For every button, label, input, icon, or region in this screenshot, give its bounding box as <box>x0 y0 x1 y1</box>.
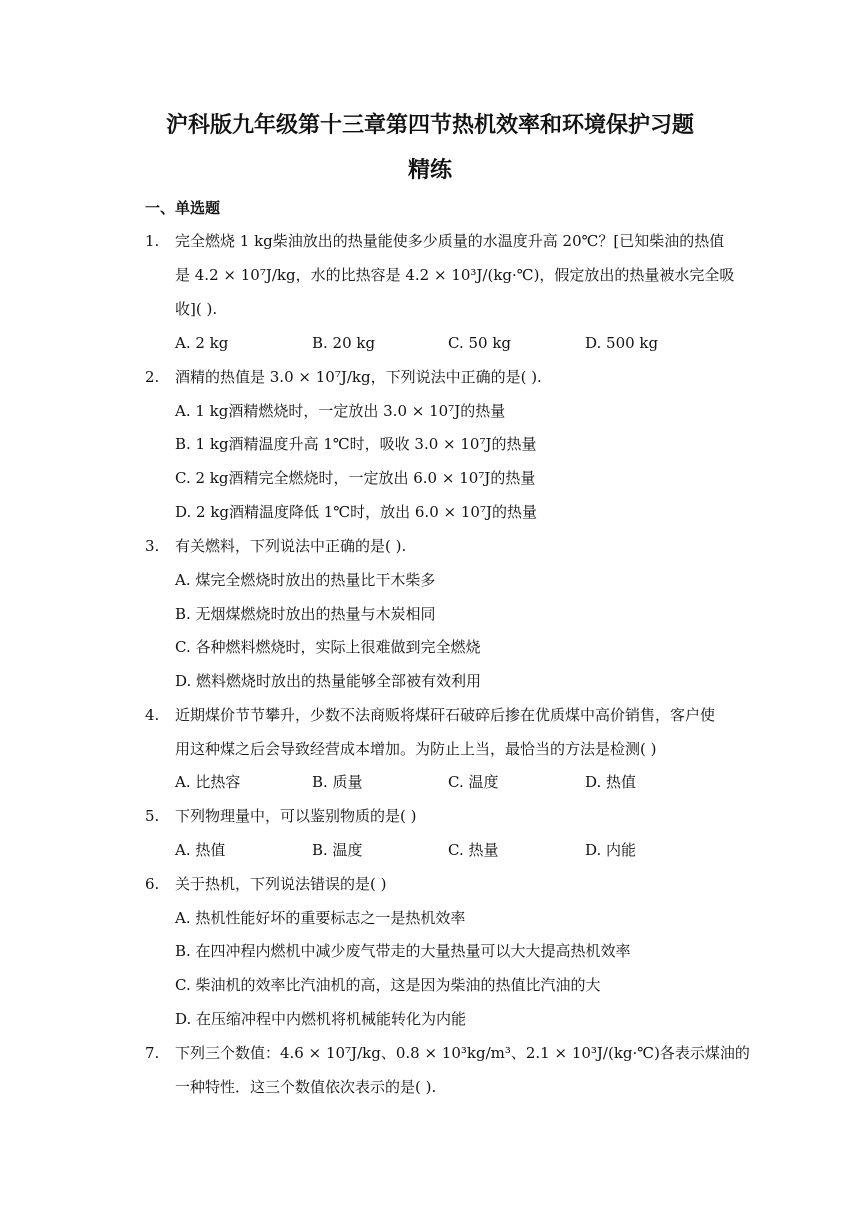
question-4-number: 4. <box>145 706 160 724</box>
question-3-option-c: C. 各种燃料燃烧时，实际上很难做到完全燃烧 <box>175 638 481 656</box>
document-title-line2: 精练 <box>407 158 452 183</box>
question-1-line-3: 收]( ). <box>175 300 218 318</box>
question-7-number: 7. <box>145 1044 160 1062</box>
question-6-option-d: D. 在压缩冲程中内燃机将机械能转化为内能 <box>175 1010 467 1028</box>
question-2-option-d: D. 2 kg酒精温度降低 1℃时，放出 6.0 × 10⁷J的热量 <box>175 503 537 521</box>
question-1-option-b: B. 20 kg <box>312 334 376 352</box>
question-6-number: 6. <box>145 875 160 893</box>
question-5-option-b: B. 温度 <box>312 841 363 859</box>
question-6-option-b: B. 在四冲程内燃机中减少废气带走的大量热量可以大大提高热机效率 <box>175 942 631 960</box>
question-1-option-c: C. 50 kg <box>448 334 512 352</box>
question-2-line-1: 酒精的热值是 3.0 × 10⁷J/kg，下列说法中正确的是( ). <box>175 368 542 386</box>
question-4-option-d: D. 热值 <box>585 773 637 791</box>
question-7-line-1: 下列三个数值：4.6 × 10⁷J/kg、0.8 × 10³kg/m³、2.1 × 10³J/(kg·℃)各表示煤油的 <box>175 1044 750 1062</box>
question-2-option-a: A. 1 kg酒精燃烧时，一定放出 3.0 × 10⁷J的热量 <box>175 402 506 420</box>
question-4-line-2: 用这种煤之后会导致经营成本增加。为防止上当，最恰当的方法是检测( ) <box>175 740 657 758</box>
question-3-option-a: A. 煤完全燃烧时放出的热量比干木柴多 <box>175 571 436 589</box>
question-1-option-a: A. 2 kg <box>175 334 229 352</box>
question-5-line-1: 下列物理量中，可以鉴别物质的是( ) <box>175 807 417 825</box>
question-5-option-d: D. 内能 <box>585 841 637 859</box>
question-6-option-a: A. 热机性能好坏的重要标志之一是热机效率 <box>175 909 466 927</box>
question-1-line-2: 是 4.2 × 10⁷J/kg，水的比热容是 4.2 × 10³J/(kg·℃)，假定放出的热量被水完全吸 <box>175 266 735 284</box>
question-6-line-1: 关于热机，下列说法错误的是( ) <box>175 875 387 893</box>
question-3-option-d: D. 燃料燃烧时放出的热量能够全部被有效利用 <box>175 672 482 690</box>
question-6-option-c: C. 柴油机的效率比汽油机的高，这是因为柴油的热值比汽油的大 <box>175 976 601 994</box>
question-5-number: 5. <box>145 807 160 825</box>
section-heading: 一、单选题 <box>145 199 221 217</box>
question-1-line-1: 完全燃烧 1 kg柴油放出的热量能使多少质量的水温度升高 20℃？[已知柴油的热值 <box>175 232 725 250</box>
question-4-option-a: A. 比热容 <box>175 773 241 791</box>
question-3-line-1: 有关燃料，下列说法中正确的是( ). <box>175 537 407 555</box>
question-3-number: 3. <box>145 537 160 555</box>
question-2-option-b: B. 1 kg酒精温度升高 1℃时，吸收 3.0 × 10⁷J的热量 <box>175 435 537 453</box>
question-1-option-d: D. 500 kg <box>585 334 659 352</box>
question-1-number: 1. <box>145 232 160 250</box>
document-title-line1: 沪科版九年级第十三章第四节热机效率和环境保护习题 <box>165 113 694 138</box>
question-3-option-b: B. 无烟煤燃烧时放出的热量与木炭相同 <box>175 605 436 623</box>
question-2-number: 2. <box>145 368 160 386</box>
question-4-line-1: 近期煤价节节攀升，少数不法商贩将煤矸石破碎后掺在优质煤中高价销售，客户使 <box>175 706 716 724</box>
question-4-option-c: C. 温度 <box>448 773 499 791</box>
question-5-option-c: C. 热量 <box>448 841 499 859</box>
question-4-option-b: B. 质量 <box>312 773 363 791</box>
question-5-option-a: A. 热值 <box>175 841 226 859</box>
question-2-option-c: C. 2 kg酒精完全燃烧时，一定放出 6.0 × 10⁷J的热量 <box>175 469 536 487</box>
question-7-line-2: 一种特性．这三个数值依次表示的是( ). <box>175 1078 437 1096</box>
